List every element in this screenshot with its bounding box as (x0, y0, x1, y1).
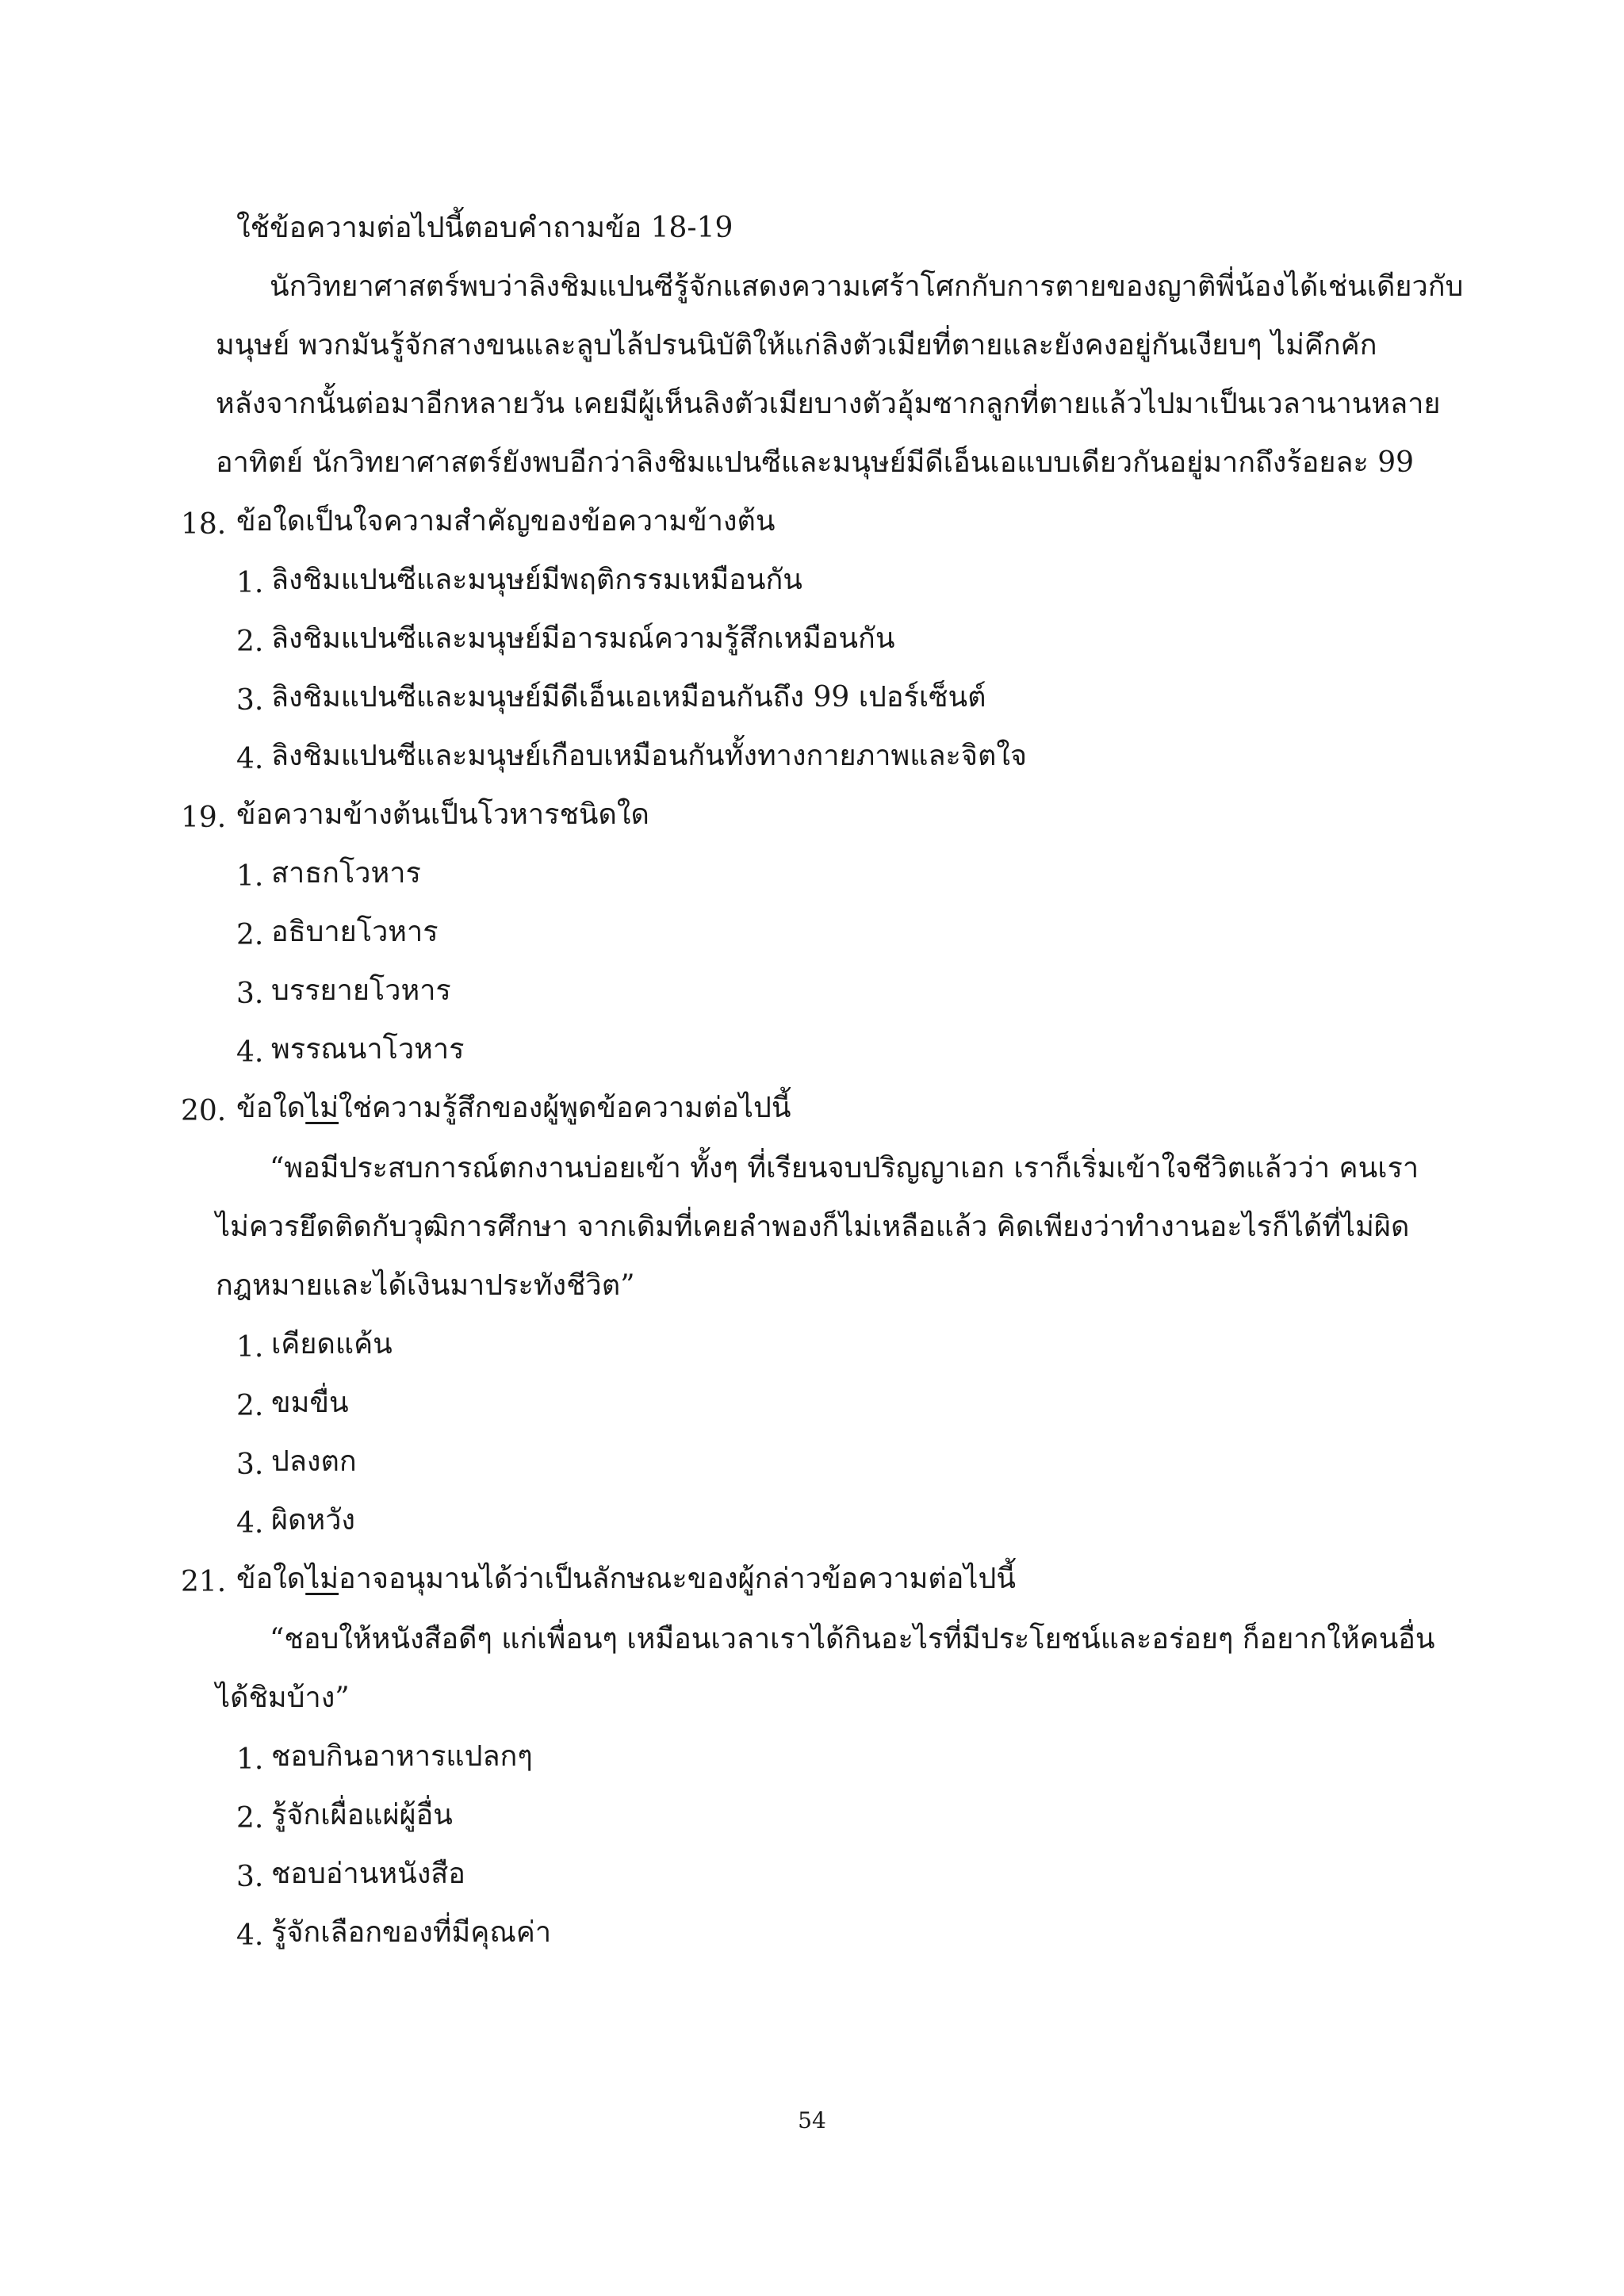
option-text: ชอบกินอาหารแปลกๆ (271, 1740, 533, 1773)
option-number: 1. (236, 567, 264, 599)
option-text: ขมขื่น (271, 1387, 349, 1419)
quote-line: ไม่ควรยึดติดกับวุฒิการศึกษา จากเดิมที่เคยลำพองก็ไม่เหลือแล้ว คิดเพียงว่าทำงานอะไรก็ได้ที่ไม่ผิด (216, 1211, 1410, 1243)
option-text: เคียดแค้น (271, 1328, 393, 1360)
option-text: ปลงตก (271, 1445, 357, 1478)
question-text: ข้อความข้างต้นเป็นโวหารชนิดใด (236, 798, 649, 831)
option-number: 1. (236, 860, 264, 893)
question-number: 20. (181, 1095, 227, 1127)
option-text: ลิงชิมแปนซีและมนุษย์มีดีเอ็นเอเหมือนกันถึง 99 เปอร์เซ็นต์ (271, 681, 986, 714)
question-number: 18. (181, 508, 227, 541)
option-number: 3. (236, 684, 264, 717)
option-text: บรรยายโวหาร (271, 974, 451, 1007)
option-number: 2. (236, 1802, 264, 1835)
option-text: อธิบายโวหาร (271, 916, 439, 948)
option-text: รู้จักเลือกของที่มีคุณค่า (271, 1916, 552, 1949)
passage-line: หลังจากนั้นต่อมาอีกหลายวัน เคยมีผู้เห็นลิงตัวเมียบางตัวอุ้มซากลูกที่ตายแล้วไปมาเป็นเวลานานหลาย (216, 388, 1441, 420)
option-number: 2. (236, 919, 264, 951)
option-number: 3. (236, 978, 264, 1010)
underlined-emphasis: ไม่ (305, 1092, 339, 1124)
option-number: 4. (236, 1919, 264, 1952)
option-number: 1. (236, 1743, 264, 1776)
option-text: ชอบอ่านหนังสือ (271, 1858, 465, 1890)
passage-line: อาทิตย์ นักวิทยาศาสตร์ยังพบอีกว่าลิงชิมแปนซีและมนุษย์มีดีเอ็นเอแบบเดียวกันอยู่มากถึงร้อยละ 99 (216, 446, 1415, 479)
passage-line: มนุษย์ พวกมันรู้จักสางขนและลูบไล้ปรนนิบัติให้แก่ลิงตัวเมียที่ตายและยังคงอยู่กันเงียบๆ ไม่คึกคัก (216, 329, 1377, 362)
question-number: 19. (181, 802, 227, 834)
option-text: รู้จักเผื่อแผ่ผู้อื่น (271, 1799, 453, 1831)
quote-line: ได้ชิมบ้าง” (216, 1682, 350, 1714)
question-text: ข้อใดไม่ใช่ความรู้สึกของผู้พูดข้อความต่อไปนี้ (236, 1092, 791, 1124)
option-number: 1. (236, 1331, 264, 1364)
option-text: ผิดหวัง (271, 1504, 355, 1536)
option-text: พรรณนาโวหาร (271, 1033, 465, 1066)
option-number: 3. (236, 1448, 264, 1481)
quote-line: กฎหมายและได้เงินมาประทังชีวิต” (216, 1269, 635, 1302)
passage-line: นักวิทยาศาสตร์พบว่าลิงชิมแปนซีรู้จักแสดงความเศร้าโศกกับการตายของญาติพี่น้องได้เช่นเดียวกับ (270, 270, 1464, 303)
option-number: 4. (236, 743, 264, 775)
option-text: ลิงชิมแปนซีและมนุษย์มีอารมณ์ความรู้สึกเหมือนกัน (271, 622, 895, 655)
option-number: 4. (236, 1036, 264, 1069)
option-text: สาธกโวหาร (271, 857, 421, 890)
page-number: 54 (798, 2107, 826, 2133)
intro-instruction: ใช้ข้อความต่อไปนี้ตอบคำถามข้อ 18-19 (236, 212, 733, 244)
option-text: ลิงชิมแปนซีและมนุษย์เกือบเหมือนกันทั้งทางกายภาพและจิตใจ (271, 740, 1027, 772)
underlined-emphasis: ไม่ (305, 1563, 339, 1595)
option-number: 2. (236, 626, 264, 658)
question-number: 21. (181, 1566, 227, 1598)
quote-line: “ชอบให้หนังสือดีๆ แก่เพื่อนๆ เหมือนเวลาเราได้กินอะไรที่มีประโยชน์และอร่อยๆ ก็อยากให้คนอื่น (270, 1623, 1435, 1655)
question-text: ข้อใดไม่อาจอนุมานได้ว่าเป็นลักษณะของผู้กล่าวข้อความต่อไปนี้ (236, 1563, 1016, 1595)
quote-line: “พอมีประสบการณ์ตกงานบ่อยเข้า ทั้งๆ ที่เรียนจบปริญญาเอก เราก็เริ่มเข้าใจชีวิตแล้วว่า คนเรา (270, 1152, 1419, 1184)
question-text: ข้อใดเป็นใจความสำคัญของข้อความข้างต้น (236, 505, 776, 538)
option-text: ลิงชิมแปนซีและมนุษย์มีพฤติกรรมเหมือนกัน (271, 564, 802, 596)
option-number: 4. (236, 1507, 264, 1540)
option-number: 2. (236, 1390, 264, 1422)
option-number: 3. (236, 1861, 264, 1893)
